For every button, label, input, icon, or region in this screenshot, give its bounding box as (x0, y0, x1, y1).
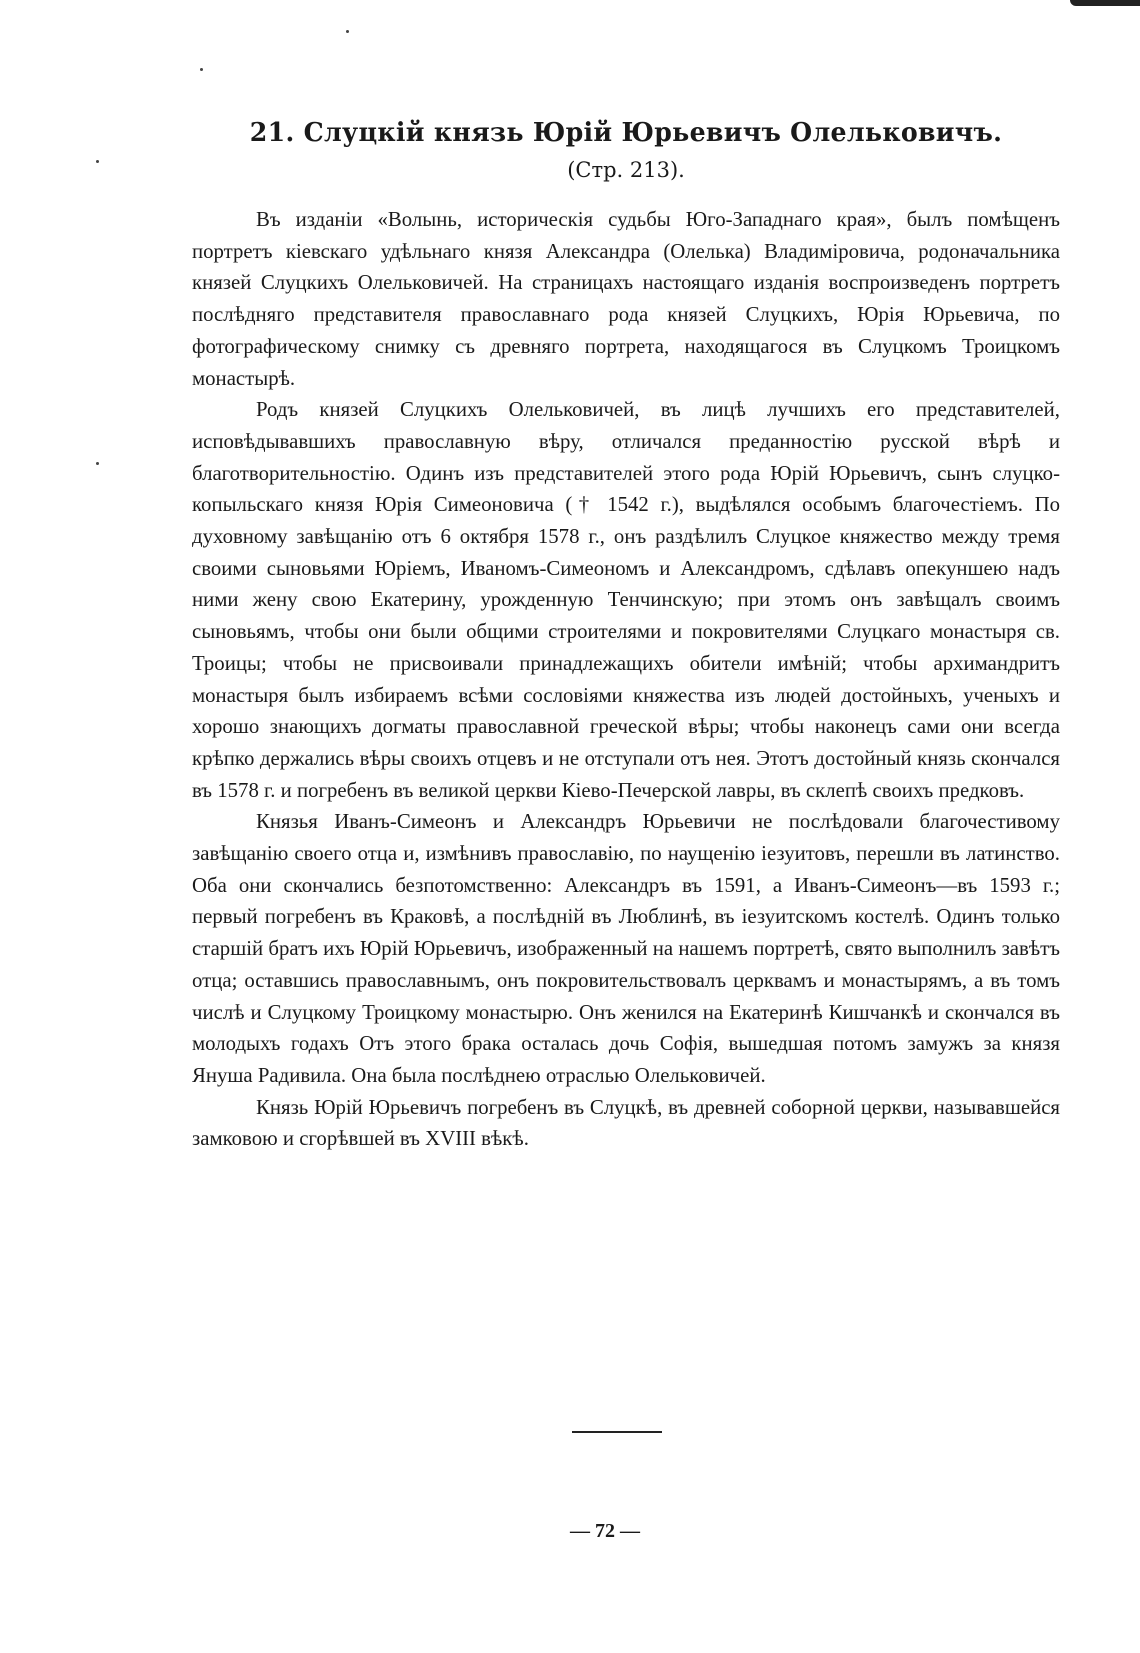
scan-speck (200, 68, 203, 71)
scan-speck (96, 462, 99, 465)
closing-rule (572, 1431, 662, 1433)
paragraph-3: Князья Иванъ-Симеонъ и Александръ Юрьевичи не послѣдовали благочестивому завѣщанію своего отца и, измѣнивъ православію, по наущенію іезуитовъ, перешли въ латинство. Оба они скончались безпотомственно: Александръ въ 1591, а Иванъ-Симеонъ—въ 1593 г.; первый погребенъ въ Краковѣ, а послѣдній въ Люблинѣ, въ іезуитскомъ костелѣ. Одинъ только старшій братъ ихъ Юрій Юрьевичъ, изображенный на нашемъ портретѣ, свято выполнилъ завѣтъ отца; оставшись православнымъ, онъ покровительствовалъ церквамъ и монастырямъ, а въ томъ числѣ и Слуцкому Троицкому монастырю. Онъ женился на Екатеринѣ Кишчанкѣ и скончался въ молодыхъ годахъ Отъ этого брака осталась дочь Софія, вышедшая потомъ замужъ за князя Януша Радивила. Она была послѣднею отраслью Олельковичей. (192, 810, 1060, 1087)
document-page (192, 118, 1060, 1155)
paragraph-4: Князь Юрій Юрьевичъ погребенъ въ Слуцкѣ, въ древней соборной церкви, называвшейся замковою и сгорѣвшей въ XVIII вѣкѣ. (192, 1095, 1060, 1151)
page-number: — 72 — (570, 1520, 640, 1542)
scan-speck (346, 30, 349, 33)
scan-speck (96, 160, 99, 163)
scan-corner-mark (1070, 0, 1140, 6)
paragraph-1: Въ изданіи «Волынь, историческія судьбы Юго-Западнаго края», былъ помѣщенъ портретъ кіевскаго удѣльнаго князя Александра (Олелька) Владимiровича, родоначальника князей Слуцкихъ Олельковичей. На страницахъ настоящаго изданія воспроизведенъ портретъ послѣдняго представителя православнаго рода князей Слуцкихъ, Юрія Юрьевича, по фотографическому снимку съ древняго портрета, находящагося въ Слуцкомъ Троицкомъ монастырѣ. (192, 208, 1060, 390)
page-title: 21. Слуцкій князь Юрій Юрьевичъ Олельковичъ. (249, 118, 1003, 148)
paragraph-2: Родъ князей Слуцкихъ Олельковичей, въ лицѣ лучшихъ его представителей, исповѣдывавшихъ православную вѣру, отличался преданностію русской вѣрѣ и благотворительностію. Одинъ изъ представителей этого рода Юрій Юрьевичъ, сынъ слуцко-копыльскаго князя Юрія Симеоновича († 1542 г.), выдѣлялся особымъ благочестіемъ. По духовному завѣщанію отъ 6 октября 1578 г., онъ раздѣлилъ Слуцкое княжество между тремя своими сыновьями Юріемъ, Иваномъ-Симеономъ и Александромъ, сдѣлавъ опекуншею надъ ними жену свою Екатерину, урожденную Тенчинскую; при этомъ онъ завѣщалъ своимъ сыновьямъ, чтобы они были общими строителями и покровителями Слуцкаго монастыря св. Троицы; чтобы не присвоивали принадлежащихъ обители имѣній; чтобы архимандритъ монастыря былъ избираемъ всѣми сословіями княжества изъ людей достойныхъ, ученыхъ и хорошо знающихъ догматы православной греческой вѣры; чтобы наконецъ сами они всегда крѣпко держались вѣры своихъ отцевъ и не отступали отъ нея. Этотъ достойный князь скончался въ 1578 г. и погребенъ въ великой церкви Кіево-Печерской лавры, въ склепѣ своихъ предковъ. (192, 398, 1060, 802)
page-subtitle: (Стр. 213). (567, 158, 685, 182)
